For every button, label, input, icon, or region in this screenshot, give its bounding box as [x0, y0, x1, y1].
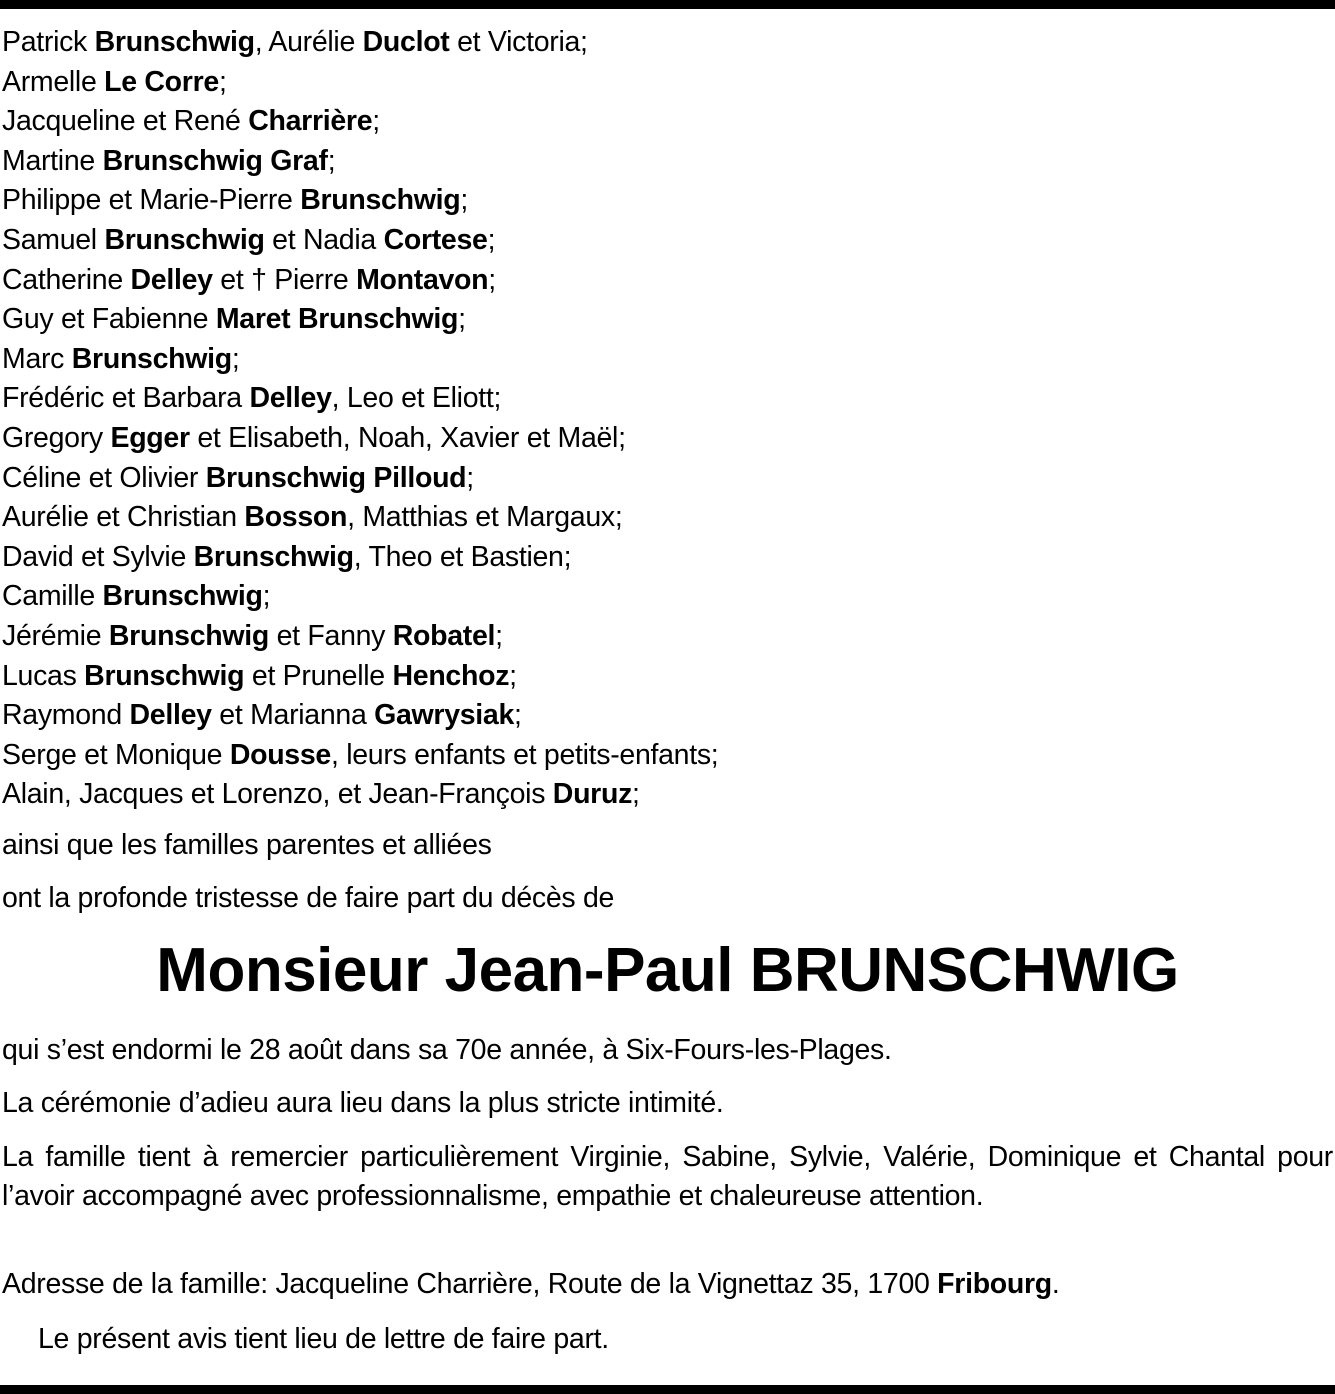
- top-border-rule: [0, 0, 1335, 9]
- death-info-line: qui s’est endormi le 28 août dans sa 70e année, à Six-Fours-les-Plages.: [2, 1034, 892, 1066]
- family-text: ;: [466, 461, 474, 494]
- family-text: et Nadia: [264, 223, 384, 256]
- family-surname: Brunschwig: [193, 540, 354, 573]
- family-member-line: [2, 419, 1332, 459]
- family-text: Aurélie et Christian: [2, 501, 245, 534]
- family-text: Marc: [2, 342, 72, 375]
- family-text: et † Pierre: [212, 263, 357, 296]
- family-text: Armelle: [2, 65, 105, 98]
- family-text: ;: [488, 263, 496, 296]
- family-surname: Le Corre: [104, 65, 219, 98]
- address-text: Adresse de la famille: Jacqueline Charrière, Route de la Vignettaz 35, 1700: [2, 1268, 938, 1300]
- family-member-line: [2, 696, 1332, 736]
- family-text: Catherine: [2, 263, 131, 296]
- family-surname: Maret Brunschwig: [215, 303, 459, 336]
- family-text: et Prunelle: [244, 659, 393, 692]
- family-surname: Bosson: [244, 501, 348, 534]
- family-text: ;: [372, 105, 380, 138]
- family-text: et Victoria;: [449, 26, 588, 58]
- family-member-line: [2, 657, 1332, 697]
- family-text: Samuel: [2, 223, 105, 256]
- family-surname: Gawrysiak: [374, 699, 515, 732]
- family-surname: Cortese: [383, 223, 488, 256]
- family-member-line: [2, 379, 1332, 419]
- family-text: Serge et Monique: [2, 738, 230, 771]
- family-text: Céline et Olivier: [2, 461, 206, 494]
- family-member-line: [2, 63, 1332, 103]
- family-surname: Brunschwig: [84, 659, 245, 692]
- family-surname: Duruz: [552, 778, 633, 811]
- family-text: Lucas: [2, 659, 85, 692]
- family-member-line: [2, 300, 1332, 340]
- family-text: ;: [458, 303, 466, 336]
- family-text: ;: [327, 144, 336, 177]
- family-surname: Brunschwig: [71, 342, 232, 375]
- family-text: , leurs enfants et petits-enfants;: [330, 738, 719, 771]
- family-member-line: [2, 181, 1332, 221]
- family-text: ;: [509, 659, 517, 692]
- address-city: Fribourg: [937, 1268, 1052, 1300]
- family-text: ;: [632, 778, 640, 811]
- family-surname: Robatel: [392, 619, 496, 652]
- family-text: ;: [231, 342, 240, 375]
- family-surname: Brunschwig: [102, 580, 263, 613]
- family-text: ;: [487, 223, 496, 256]
- family-text: et Elisabeth, Noah, Xavier et Maël;: [189, 421, 626, 454]
- family-surname: Egger: [110, 421, 190, 454]
- family-surname: Duclot: [362, 26, 450, 58]
- thanks-paragraph: La famille tient à remercier particulièrement Virginie, Sabine, Sylvie, Valérie, Dominique et Chantal pour l’avoir accompagné avec professionnalisme, empathie et chaleureuse attention.: [2, 1141, 1333, 1212]
- family-surname: Delley: [249, 382, 332, 415]
- family-surname: Delley: [130, 263, 213, 296]
- family-member-line: [2, 102, 1332, 142]
- family-text: , Leo et Eliott;: [331, 382, 502, 415]
- family-member-line: [2, 577, 1332, 617]
- family-text: , Theo et Bastien;: [353, 540, 572, 573]
- family-text: Raymond: [2, 699, 130, 732]
- family-surname: Dousse: [229, 738, 331, 771]
- family-surname: Montavon: [356, 263, 489, 296]
- closing-notice: Le présent avis tient lieu de lettre de faire part.: [38, 1323, 609, 1355]
- family-surname: Brunschwig: [94, 26, 255, 58]
- family-text: Philippe et Marie-Pierre: [2, 184, 301, 217]
- family-text: ;: [460, 184, 468, 217]
- family-member-line: [2, 23, 1332, 63]
- family-text: Patrick: [2, 26, 95, 58]
- family-member-line: [2, 261, 1332, 301]
- ceremony-line: La cérémonie d’adieu aura lieu dans la plus stricte intimité.: [2, 1087, 724, 1119]
- family-surname: Charrière: [248, 105, 373, 138]
- relatives-line: ainsi que les familles parentes et alliées: [2, 829, 492, 861]
- family-surname: Brunschwig Graf: [102, 144, 328, 177]
- family-text: Camille: [2, 580, 103, 613]
- family-text: ;: [218, 65, 227, 98]
- family-text: Frédéric et Barbara: [2, 382, 250, 415]
- family-surname: Brunschwig Pilloud: [205, 461, 467, 494]
- family-member-line: [2, 459, 1332, 499]
- family-text: ;: [495, 619, 503, 652]
- family-members-list: [2, 23, 1332, 815]
- family-surname: Brunschwig: [300, 184, 461, 217]
- family-member-line: [2, 617, 1332, 657]
- family-text: Gregory: [2, 421, 111, 454]
- family-text: ;: [514, 699, 522, 732]
- family-text: et Marianna: [211, 699, 375, 732]
- family-surname: Henchoz: [392, 659, 510, 692]
- family-surname: Brunschwig: [104, 223, 265, 256]
- family-text: , Aurélie: [254, 26, 363, 58]
- family-surname: Brunschwig: [108, 619, 269, 652]
- family-text: David et Sylvie: [2, 540, 194, 573]
- family-member-line: [2, 340, 1332, 380]
- family-text: Jacqueline et René: [2, 105, 249, 138]
- family-text: ;: [262, 580, 271, 613]
- family-member-line: [2, 142, 1332, 182]
- family-text: Guy et Fabienne: [2, 303, 216, 336]
- family-address-line: [2, 1268, 1060, 1301]
- deceased-name-heading: Monsieur Jean-Paul BRUNSCHWIG: [156, 936, 1179, 1005]
- family-member-line: [2, 498, 1332, 538]
- family-text: Martine: [2, 144, 103, 177]
- address-period: .: [1051, 1268, 1060, 1300]
- family-text: et Fanny: [269, 619, 393, 652]
- announcement-line: ont la profonde tristesse de faire part du décès de: [2, 882, 615, 914]
- family-surname: Delley: [129, 699, 212, 732]
- bottom-border-rule: [0, 1385, 1335, 1394]
- family-member-line: [2, 736, 1332, 776]
- family-text: Jérémie: [2, 619, 109, 652]
- family-member-line: [2, 538, 1332, 578]
- family-member-line: [2, 775, 1332, 815]
- family-text: Alain, Jacques et Lorenzo, et Jean-François: [2, 778, 553, 811]
- family-member-line: [2, 221, 1332, 261]
- family-text: , Matthias et Margaux;: [347, 501, 623, 534]
